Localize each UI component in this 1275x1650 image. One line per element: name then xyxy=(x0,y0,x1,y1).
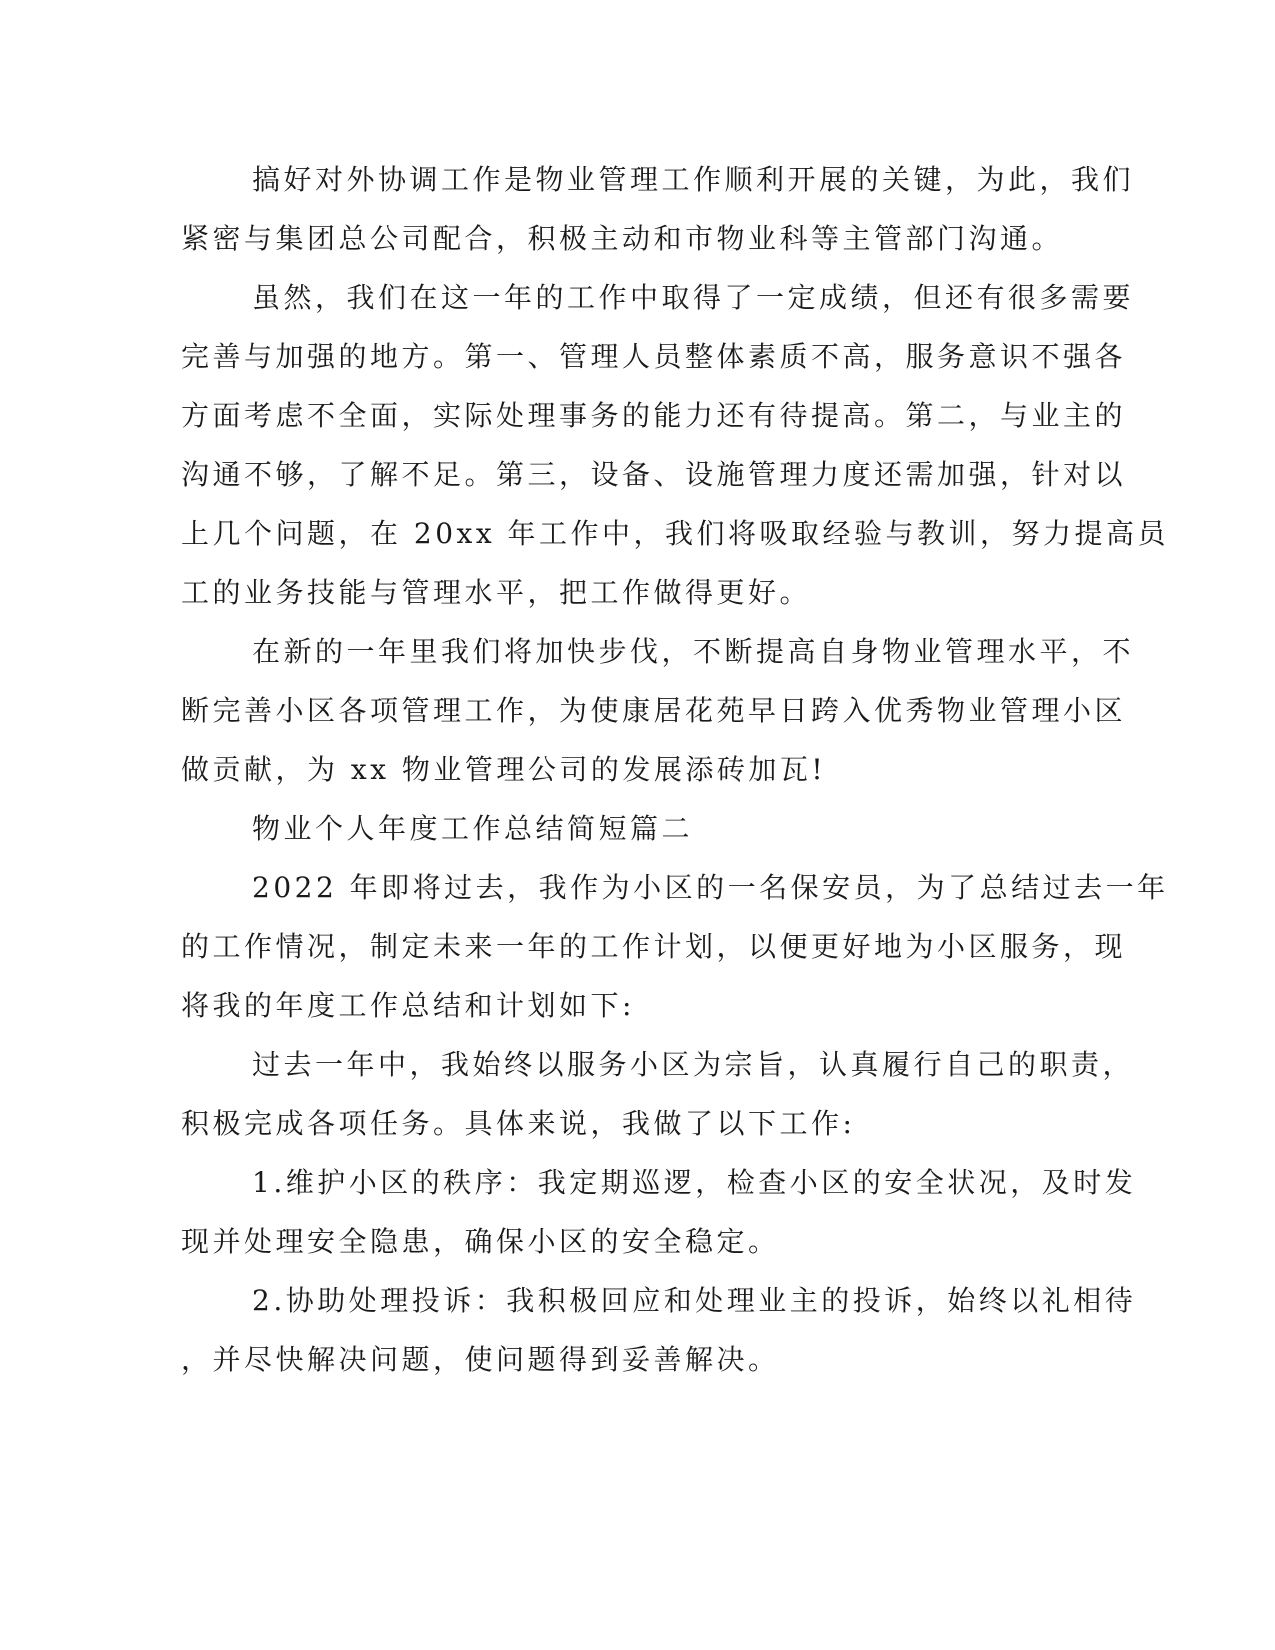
text-line: ，并尽快解决问题，使问题得到妥善解决。 xyxy=(181,1343,780,1376)
text-line: 断完善小区各项管理工作，为使康居花苑早日跨入优秀物业管理小区 xyxy=(181,694,1127,727)
text-line: 的工作情况，制定未来一年的工作计划，以便更好地为小区服务，现 xyxy=(181,930,1127,963)
text-line: 工的业务技能与管理水平，把工作做得更好。 xyxy=(181,576,812,609)
text-line: 2022 年即将过去，我作为小区的一名保安员，为了总结过去一年 xyxy=(252,871,1169,904)
text-line: 将我的年度工作总结和计划如下: xyxy=(181,989,635,1022)
text-line: 现并处理安全隐患，确保小区的安全稳定。 xyxy=(181,1225,780,1258)
text-line: 过去一年中，我始终以服务小区为宗旨，认真履行自己的职责， xyxy=(252,1048,1135,1081)
text-line: 沟通不够，了解不足。第三，设备、设施管理力度还需加强，针对以 xyxy=(181,458,1127,491)
text-line: 2.协助处理投诉：我积极回应和处理业主的投诉，始终以礼相待 xyxy=(252,1284,1137,1317)
text-line: 上几个问题，在 20xx 年工作中，我们将吸取经验与教训，努力提高员 xyxy=(181,517,1170,550)
text-line: 在新的一年里我们将加快步伐，不断提高自身物业管理水平，不 xyxy=(252,635,1135,668)
document-body xyxy=(181,150,1170,1389)
text-line: 虽然，我们在这一年的工作中取得了一定成绩，但还有很多需要 xyxy=(252,281,1135,314)
text-line: 紧密与集团总公司配合，积极主动和市物业科等主管部门沟通。 xyxy=(181,222,1064,255)
text-line: 方面考虑不全面，实际处理事务的能力还有待提高。第二，与业主的 xyxy=(181,399,1127,432)
section-heading: 物业个人年度工作总结简短篇二 xyxy=(252,812,694,845)
text-line: 完善与加强的地方。第一、管理人员整体素质不高，服务意识不强各 xyxy=(181,340,1127,373)
text-line: 搞好对外协调工作是物业管理工作顺利开展的关键，为此，我们 xyxy=(252,163,1135,196)
text-line: 1.维护小区的秩序：我定期巡逻，检查小区的安全状况，及时发 xyxy=(252,1166,1137,1199)
text-line: 积极完成各项任务。具体来说，我做了以下工作: xyxy=(181,1107,856,1140)
text-line: 做贡献，为 xx 物业管理公司的发展添砖加瓦! xyxy=(181,753,827,786)
